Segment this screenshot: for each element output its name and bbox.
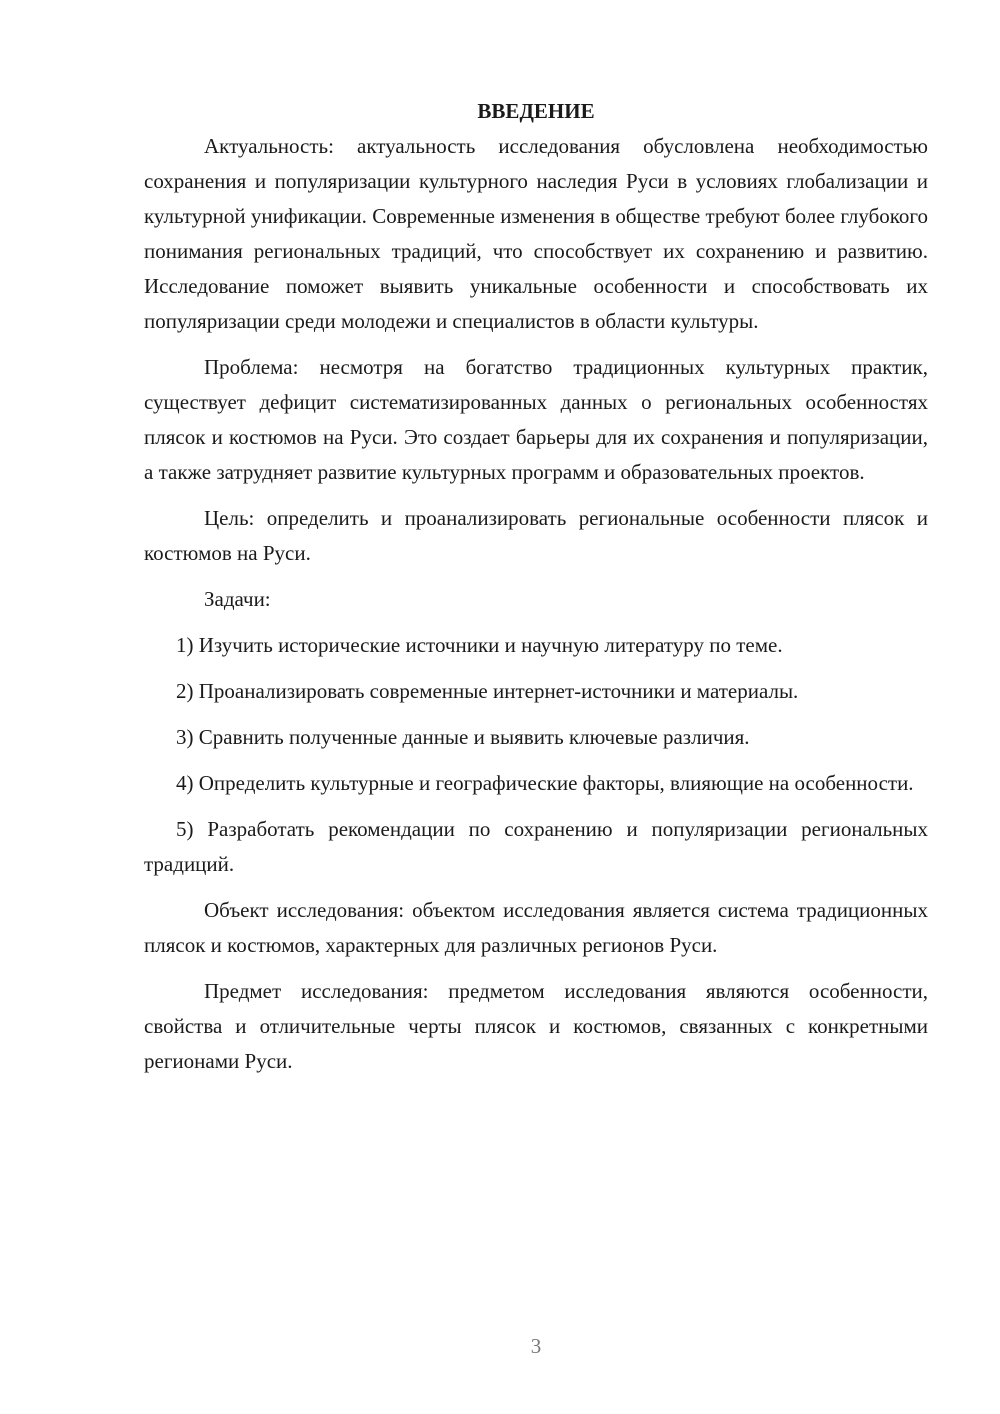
task-item-3: 3) Сравнить полученные данные и выявить ключевые различия. <box>176 725 750 749</box>
page-number: 3 <box>530 1334 542 1358</box>
task-item-1: 1) Изучить исторические источники и научную литературу по теме. <box>176 633 783 657</box>
tasks-heading: Задачи: <box>204 587 271 611</box>
paragraph-subject: Предмет исследования: предметом исследования являются особенности, свойства и отличительные черты плясок и костюмов, связанных с конкретными регионами Руси. <box>144 979 928 1073</box>
page-title: ВВЕДЕНИЕ <box>477 99 595 123</box>
paragraph-object: Объект исследования: объектом исследования является система традиционных плясок и костюмов, характерных для различных регионов Руси. <box>144 898 928 957</box>
task-item-4: 4) Определить культурные и географические факторы, влияющие на особенности. <box>176 771 914 795</box>
paragraph-relevance: Актуальность: актуальность исследования обусловлена необходимостью сохранения и популяризации культурного наследия Руси в условиях глобализации и культурной унификации. Современные изменения в обществе требуют более глубокого понимания региональных традиций, что способствует их сохранению и развитию. Исследование поможет выявить уникальные особенности и способствовать их популяризации среди молодежи и специалистов в области культуры. <box>144 134 928 333</box>
task-item-2: 2) Проанализировать современные интернет-источники и материалы. <box>176 679 799 703</box>
paragraph-problem: Проблема: несмотря на богатство традиционных культурных практик, существует дефицит систематизированных данных о региональных особенностях плясок и костюмов на Руси. Это создает барьеры для их сохранения и популяризации, а также затрудняет развитие культурных программ и образовательных проектов. <box>144 355 928 484</box>
task-item-5: 5) Разработать рекомендации по сохранению и популяризации региональных традиций. <box>144 817 928 876</box>
paragraph-goal: Цель: определить и проанализировать региональные особенности плясок и костюмов на Руси. <box>144 506 928 565</box>
document-page <box>144 94 928 1090</box>
